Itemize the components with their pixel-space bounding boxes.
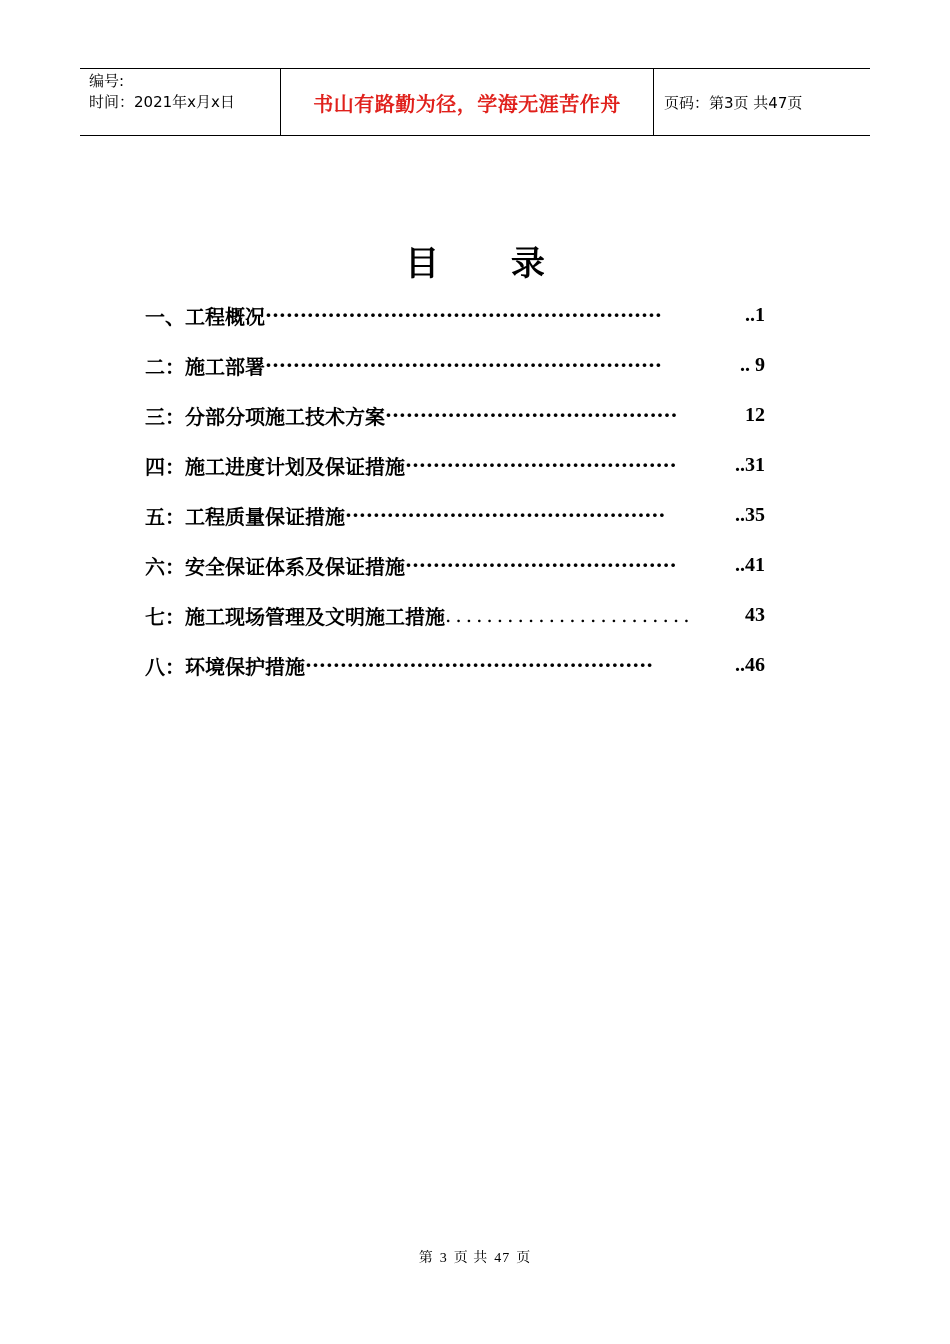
date-label: 时间：2021年x月x日	[89, 93, 235, 111]
toc-entry-page: ..41	[735, 553, 765, 576]
toc-entry-page: 12	[745, 403, 765, 426]
toc-entry[interactable]	[145, 390, 765, 440]
toc-entry-label: 四：施工进度计划及保证措施	[145, 454, 405, 479]
toc-entry-leader: ·······································	[405, 453, 677, 477]
toc-entry-page: ..35	[735, 503, 765, 526]
footer-current-page: 3	[439, 1251, 448, 1266]
toc-entry-page: .. 9	[740, 353, 765, 376]
serial-number-label: 编号:	[89, 72, 125, 90]
toc-entry-label: 一、工程概况	[145, 304, 265, 329]
footer-total-pages: 47	[494, 1251, 511, 1266]
page-footer	[0, 1247, 950, 1267]
toc-entry[interactable]	[145, 340, 765, 390]
toc-entry[interactable]	[145, 590, 765, 640]
header-meta-cell	[80, 69, 281, 135]
footer-mid: 页 共	[453, 1251, 489, 1266]
toc-entry-label: 三：分部分项施工技术方案	[145, 404, 385, 429]
toc-entry-label: 五：工程质量保证措施	[145, 504, 345, 529]
toc-entry-label: 八：环境保护措施	[145, 654, 305, 679]
toc-entry-leader: ·························································	[265, 353, 662, 377]
table-of-contents	[145, 290, 765, 690]
toc-entry-page: ..46	[735, 653, 765, 676]
toc-entry-page: 43	[745, 603, 765, 626]
toc-entry-label: 七：施工现场管理及文明施工措施	[145, 604, 445, 629]
motto-text: 书山有路勤为径，学海无涯苦作舟	[313, 91, 621, 116]
toc-entry-page: ..31	[735, 453, 765, 476]
toc-entry-leader: ··········································	[385, 403, 678, 427]
toc-entry[interactable]	[145, 640, 765, 690]
toc-entry-leader: ........................	[445, 603, 694, 627]
toc-entry[interactable]	[145, 540, 765, 590]
toc-entry-leader: ·······································	[405, 553, 677, 577]
toc-entry-label: 二：施工部署	[145, 354, 265, 379]
toc-title: 目 录	[405, 244, 575, 284]
toc-entry-leader: ··············································	[345, 503, 666, 527]
toc-entry-leader: ··················································	[305, 653, 654, 677]
page-info-text: 页码：第3页 共47页	[664, 93, 803, 112]
toc-entry-leader: ·························································	[265, 303, 662, 327]
toc-entry[interactable]	[145, 290, 765, 340]
header-page-cell	[654, 69, 870, 135]
toc-entry-label: 六：安全保证体系及保证措施	[145, 554, 405, 579]
footer-prefix: 第	[418, 1251, 434, 1266]
toc-entry[interactable]	[145, 440, 765, 490]
document-header	[80, 68, 870, 136]
toc-entry-page: ..1	[745, 303, 765, 326]
header-motto-cell	[281, 69, 654, 135]
footer-suffix: 页	[516, 1251, 532, 1266]
toc-entry[interactable]	[145, 490, 765, 540]
